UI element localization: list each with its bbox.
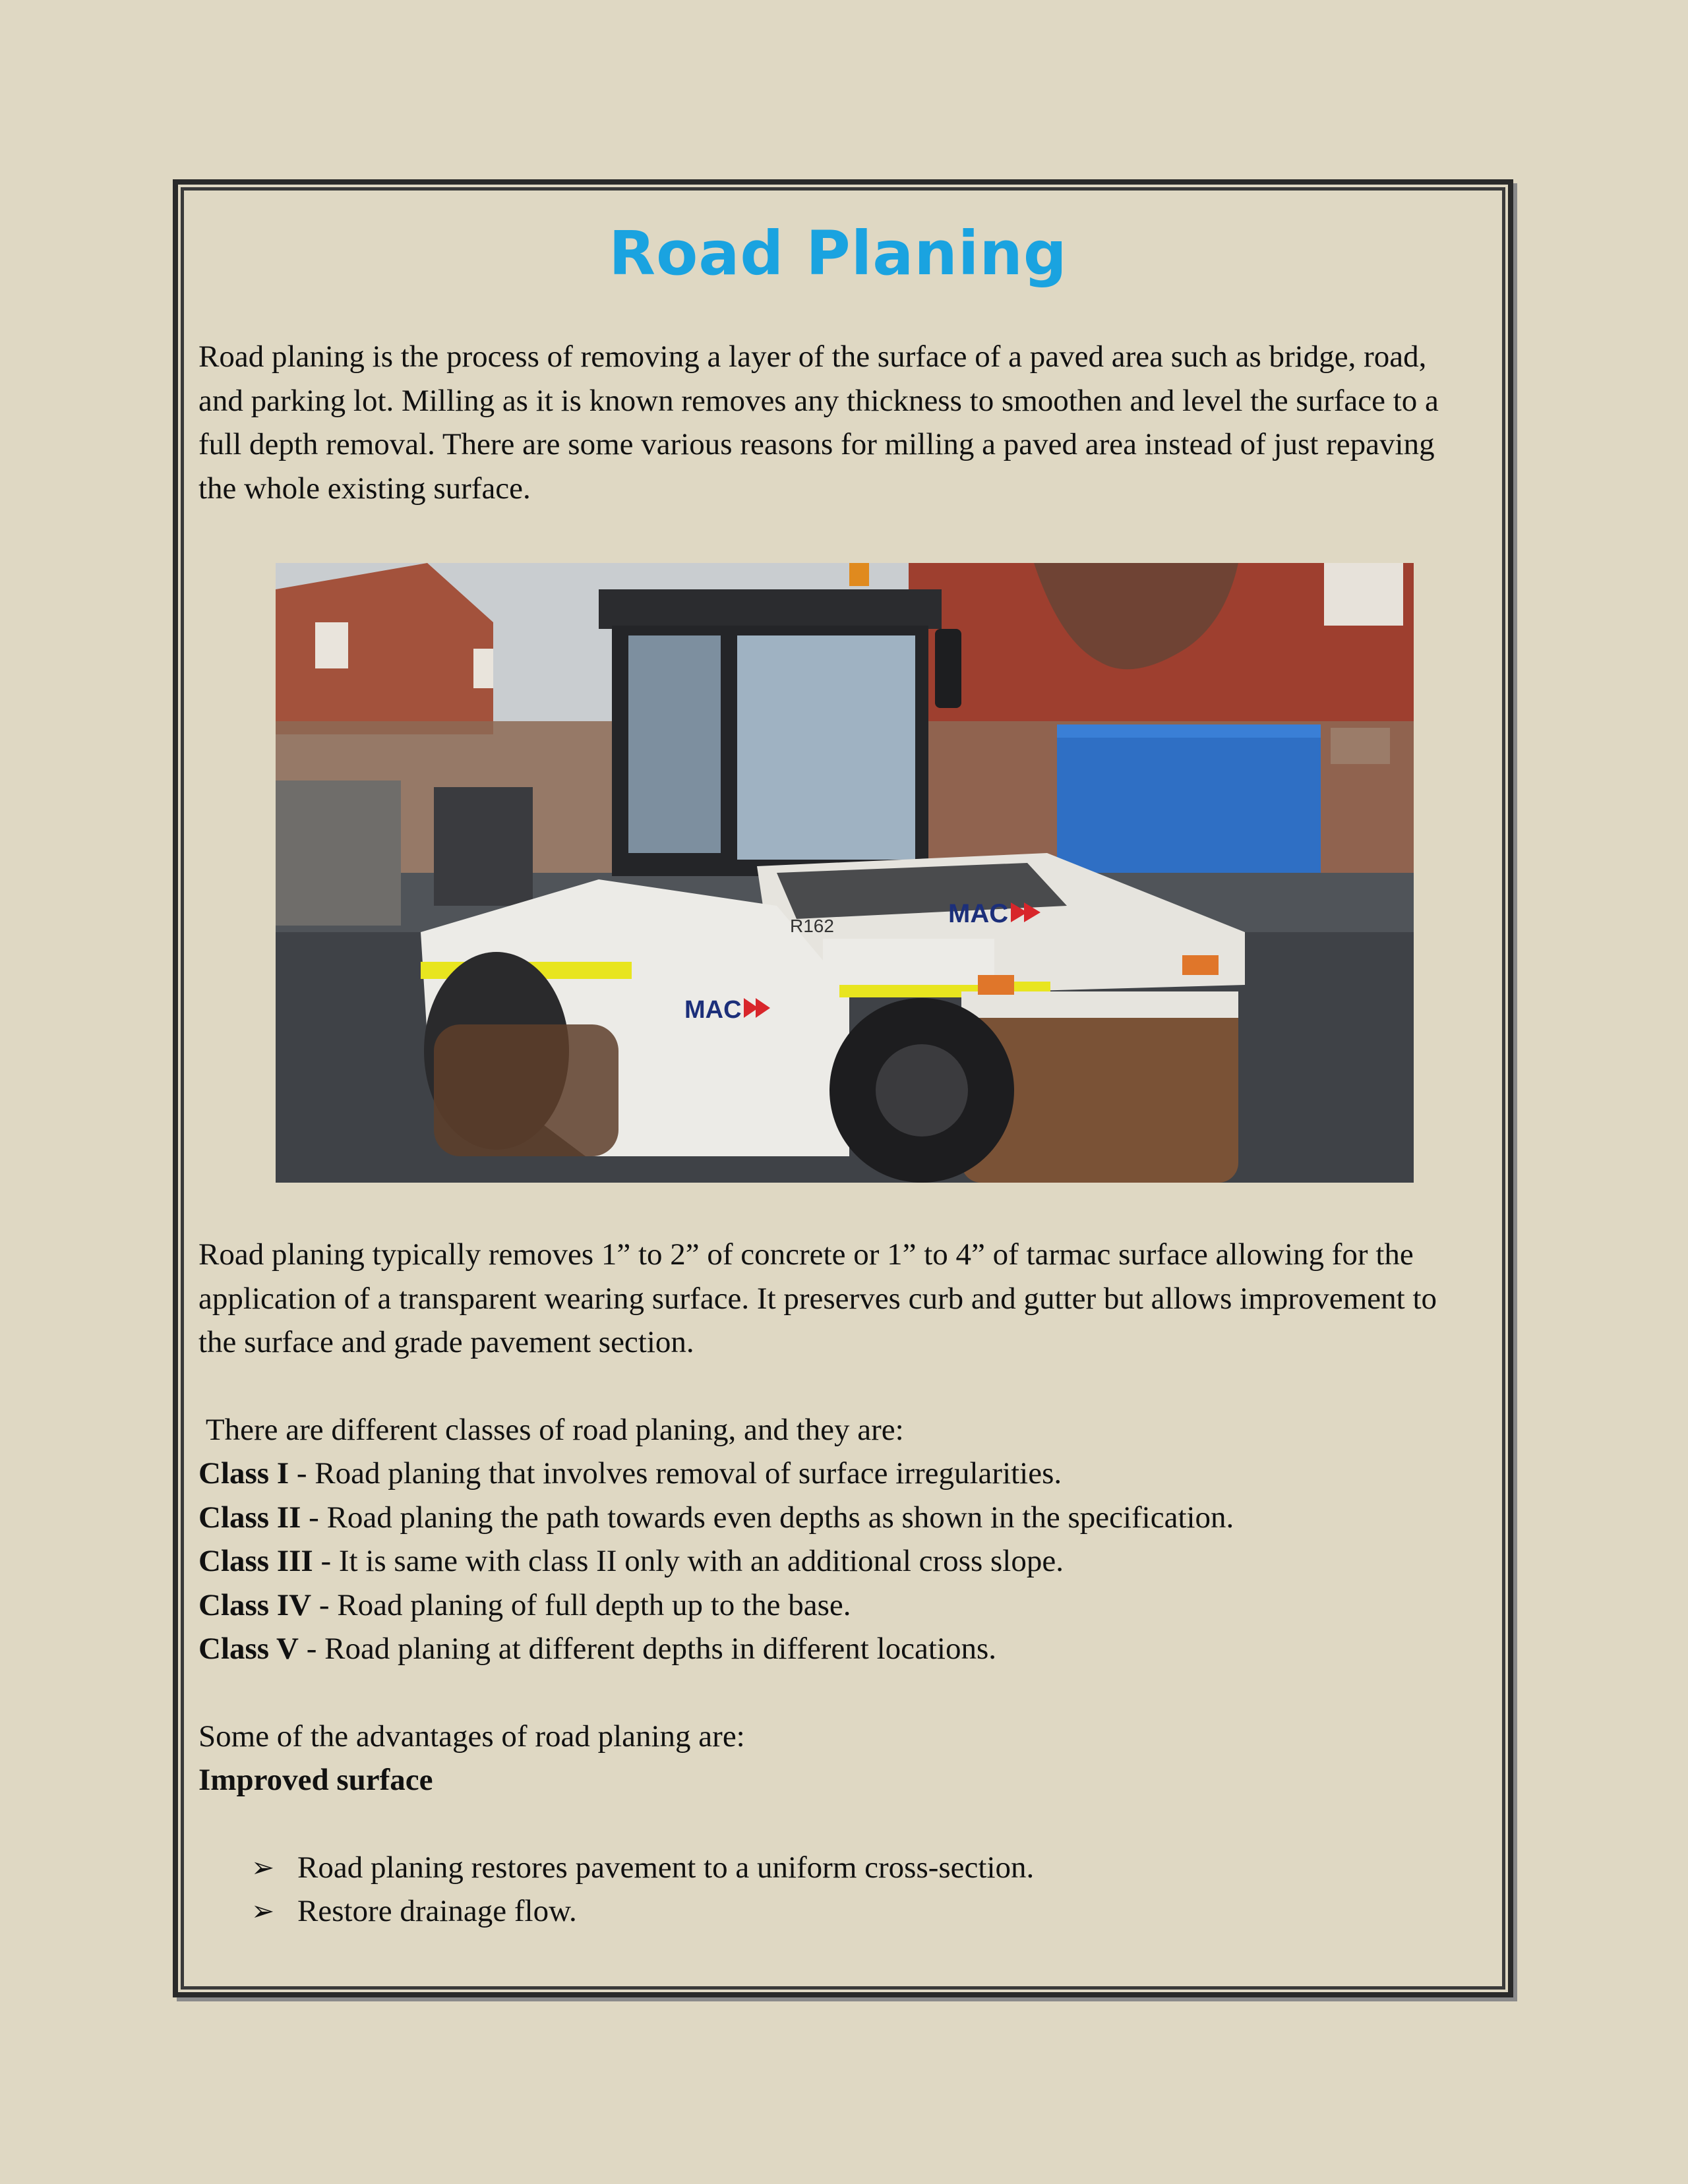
page-title: Road Planing — [609, 218, 1068, 289]
class-desc: - Road planing that involves removal of surface irregularities. — [289, 1456, 1062, 1491]
list-item — [198, 1496, 1478, 1540]
class-name: Class I — [198, 1456, 289, 1491]
removal-paragraph: Road planing typically removes 1” to 2” of concrete or 1” to 4” of tarmac surface allowing for the application of a transparent wearing surface. It preserves curb and gutter but allows improvement to the surface and grade pavement section. — [198, 1237, 1437, 1360]
class-name: Class II — [198, 1500, 301, 1535]
document-body — [198, 198, 1478, 1933]
class-name: Class IV — [198, 1587, 312, 1622]
svg-text:MAC: MAC — [948, 899, 1009, 929]
svg-text:MAC: MAC — [684, 996, 742, 1024]
arrow-bullet-icon: ➢ — [251, 1895, 275, 1928]
class-name: Class III — [198, 1544, 313, 1579]
class-desc: - It is same with class II only with an additional cross slope. — [313, 1544, 1064, 1579]
svg-text:R162: R162 — [790, 916, 834, 937]
list-item — [251, 1889, 1478, 1933]
advantage-heading: Improved surface — [198, 1763, 433, 1798]
class-desc: - Road planing the path towards even depths as shown in the specification. — [301, 1500, 1234, 1535]
classes-list — [198, 1452, 1478, 1671]
list-item — [251, 1846, 1478, 1890]
bullet-text: Road planing restores pavement to a uniform cross-section. — [297, 1850, 1035, 1885]
class-name: Class V — [198, 1632, 299, 1667]
road-roller-photo — [276, 563, 1414, 1183]
list-item — [198, 1539, 1478, 1583]
bullet-text: Restore drainage flow. — [297, 1894, 577, 1929]
advantages-intro: Some of the advantages of road planing are: — [198, 1719, 745, 1754]
list-item — [198, 1452, 1478, 1496]
class-desc: - Road planing at different depths in different locations. — [298, 1632, 997, 1667]
list-item — [198, 1583, 1478, 1628]
advantages-list — [251, 1846, 1478, 1933]
classes-intro: There are different classes of road planing, and they are: — [198, 1412, 904, 1447]
intro-paragraph: Road planing is the process of removing a layer of the surface of a paved area such as bridge, road, and parking lot. Milling as it is known removes any thickness to smoothen and level the surface to a full depth removal. There are some various reasons for milling a paved area instead of just repaving the whole existing surface. — [198, 339, 1439, 506]
class-desc: - Road planing of full depth up to the base. — [311, 1587, 851, 1622]
list-item — [198, 1627, 1478, 1671]
arrow-bullet-icon: ➢ — [251, 1850, 275, 1883]
